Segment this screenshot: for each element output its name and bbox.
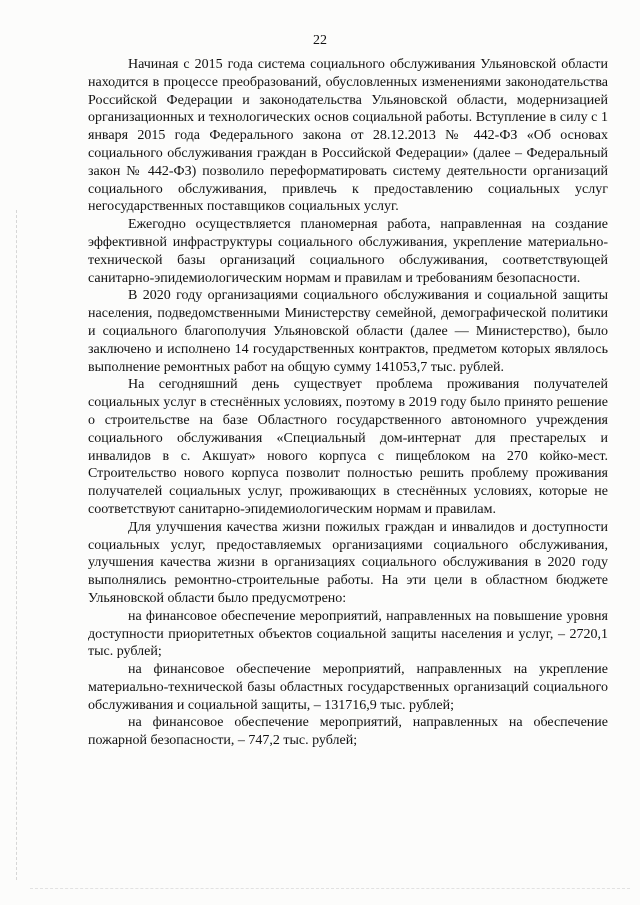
list-item-material-base: на финансовое обеспечение мероприятий, направленных на укрепление материально-технической базы областных государственных организаций социального обслуживания и социальной защиты, – 131716,9 тыс. рублей; [88, 662, 608, 713]
scan-bottom-line [30, 888, 630, 890]
paragraph-contracts-2020: В 2020 году организациями социального обслуживания и социальной защиты населения, подведомственными Министерству семейной, демографической политики и социального благополучия Ульяновской области (далее — Министерство), было заключено и исполнено 14 государственных контрактов, предметом которых являлось выполнение ремонтных работ на общую сумму 141053,7 тыс. рублей. [88, 288, 608, 375]
scan-edge-line [16, 210, 18, 880]
paragraph-infrastructure: Ежегодно осуществляется планомерная работа, направленная на создание эффективной инфраструктуры социального обслуживания, укрепление материально-технической базы организаций социального обслуживания, соответствующей санитарно-эпидемиологическим нормам и правилам и требованиям безопасности. [88, 217, 608, 286]
paragraph-new-building: На сегодняшний день существует проблема проживания получателей социальных услуг в стеснённых условиях, поэтому в 2019 году было принято решение о строительстве на базе Областного государственного автономного учреждения социального обслуживания «Специальный дом-интернат для престарелых и инвалидов в с. Акшуат» нового корпуса с пищеблоком на 270 койко-мест. Строительство нового корпуса позволит полностью решить проблему проживания получателей социальных услуг, проживающих в стеснённых условиях, которые не соответствуют санитарно-эпидемиологическим нормам и правилам. [88, 377, 608, 517]
list-item-accessibility: на финансовое обеспечение мероприятий, направленных на повышение уровня доступности приоритетных объектов социальной защиты населения и услуг, – 2720,1 тыс. рублей; [88, 608, 608, 660]
paragraph-quality-of-life: Для улучшения качества жизни пожилых граждан и инвалидов и доступности социальных услуг, предоставляемых организациями социального обслуживания, улучшения качества жизни в организациях социального обслуживания в 2020 году выполнялись ремонтно-строительные работы. На эти цели в областном бюджете Ульяновской области было предусмотрено: [88, 519, 608, 606]
body-text [88, 56, 608, 750]
paragraph-system-reform: Начиная с 2015 года система социального обслуживания Ульяновской области находится в процессе преобразований, обусловленных изменениями законодательства Российской Федерации и законодательства Ульяновской области, модернизацией организационных и технологических основ социальной работы. Вступление в силу с 1 января 2015 года Федерального закона от 28.12.2013 № 442-ФЗ «Об основах социального обслуживания граждан в Российской Федерации» (далее – Федеральный закон № 442-ФЗ) позволило переформатировать систему деятельности организаций социального обслуживания, привлечь к предоставлению социальных услуг негосударственных поставщиков социальных услуг. [88, 57, 608, 215]
list-item-fire-safety: на финансовое обеспечение мероприятий, направленных на обеспечение пожарной безопасности, – 747,2 тыс. рублей; [88, 715, 608, 749]
page-number: 22 [313, 33, 327, 48]
